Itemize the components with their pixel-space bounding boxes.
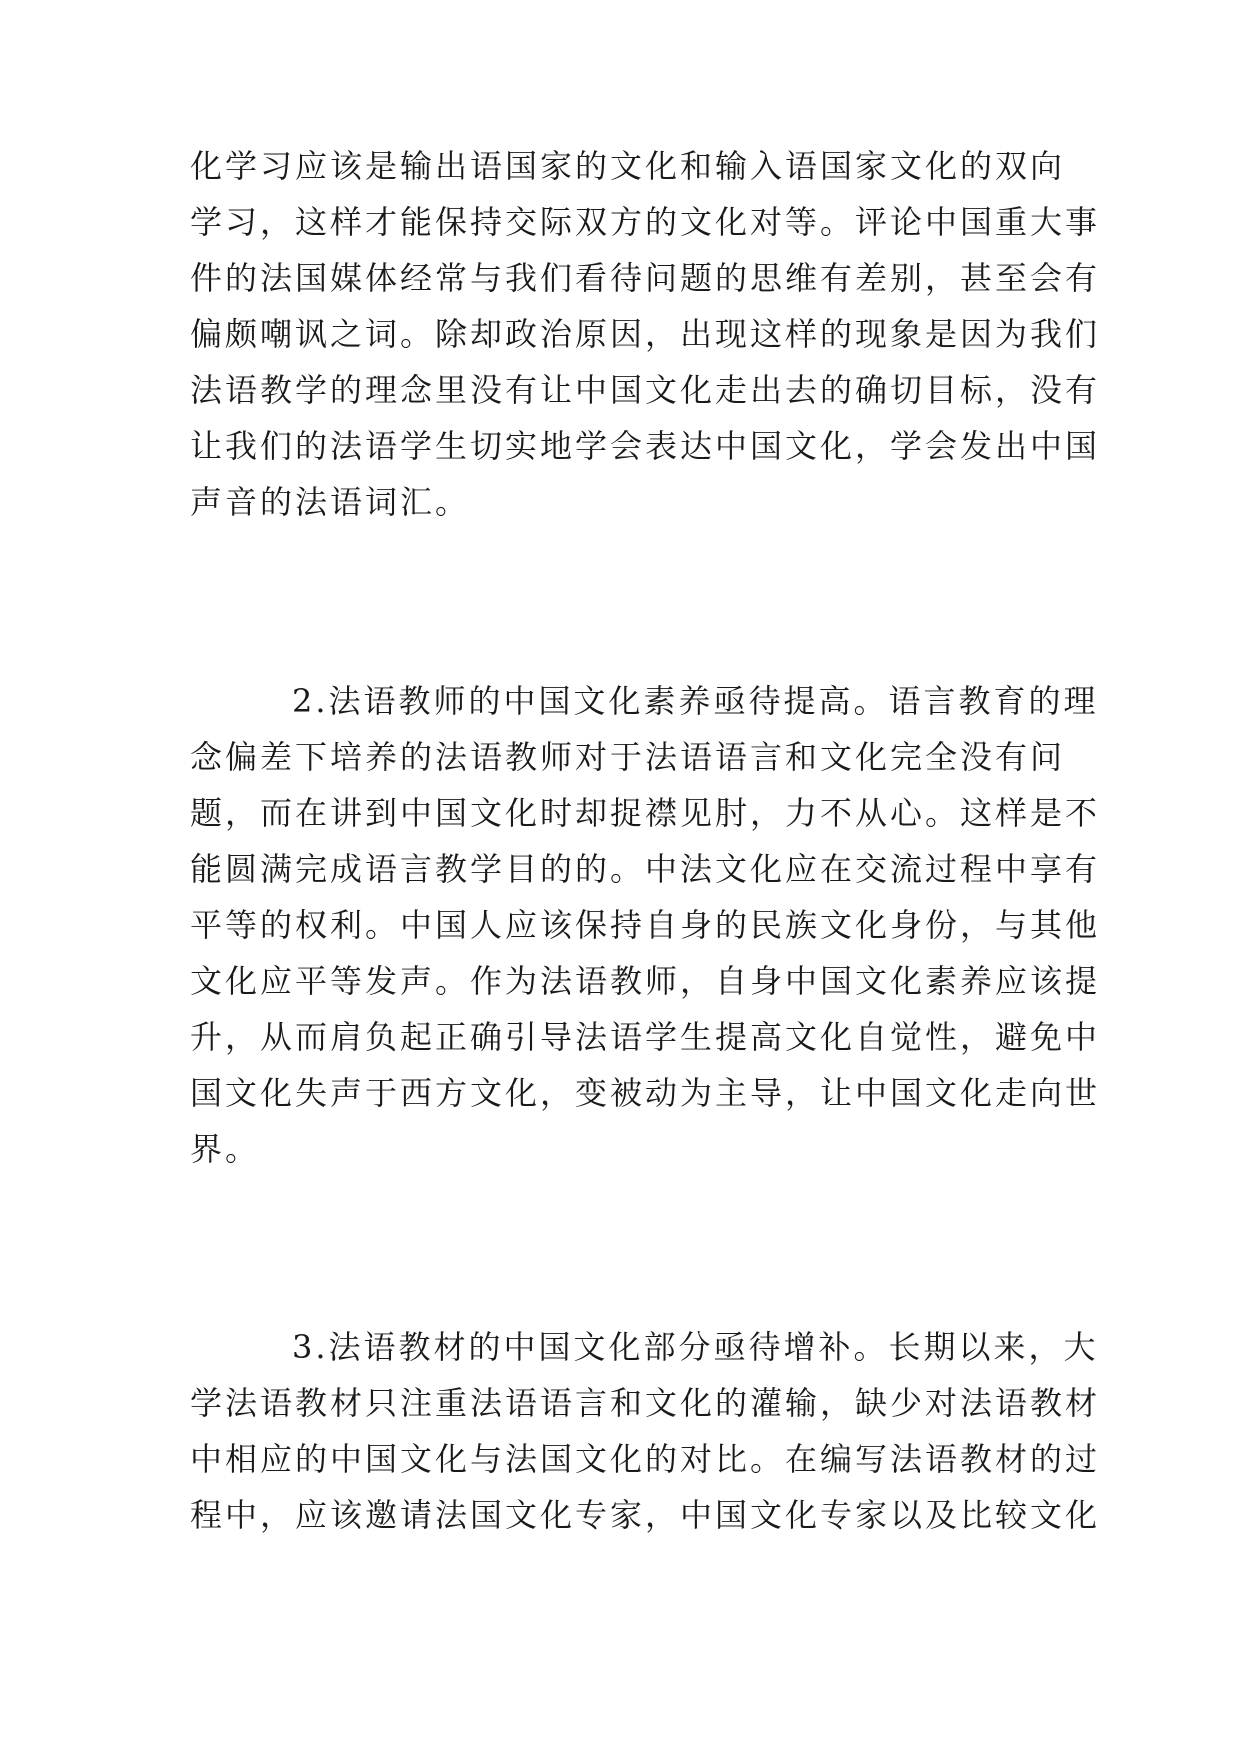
- text-line: 2.法语教师的中国文化素养亟待提高。语言教育的理: [292, 682, 1099, 720]
- text-line: 念偏差下培养的法语教师对于法语语言和文化完全没有问: [190, 738, 1066, 776]
- text-line: 化学习应该是输出语国家的文化和输入语国家文化的双向: [190, 147, 1066, 185]
- text-line: 件的法国媒体经常与我们看待问题的思维有差别，甚至会有: [190, 259, 1101, 297]
- text-line: 题，而在讲到中国文化时却捉襟见肘，力不从心。这样是不: [190, 794, 1101, 832]
- text-line: 偏颇嘲讽之词。除却政治原因，出现这样的现象是因为我们: [190, 315, 1101, 353]
- text-line: 程中，应该邀请法国文化专家，中国文化专家以及比较文化: [190, 1496, 1101, 1534]
- text-line: 中相应的中国文化与法国文化的对比。在编写法语教材的过: [190, 1440, 1101, 1478]
- text-line: 界。: [190, 1130, 261, 1168]
- text-line: 法语教学的理念里没有让中国文化走出去的确切目标，没有: [190, 371, 1101, 409]
- text-line: 学习，这样才能保持交际双方的文化对等。评论中国重大事: [190, 203, 1101, 241]
- text-line: 平等的权利。中国人应该保持自身的民族文化身份，与其他: [190, 906, 1101, 944]
- text-line: 3.法语教材的中国文化部分亟待增补。长期以来，大: [292, 1328, 1099, 1366]
- text-line: 文化应平等发声。作为法语教师，自身中国文化素养应该提: [190, 962, 1101, 1000]
- text-line: 国文化失声于西方文化，变被动为主导，让中国文化走向世: [190, 1074, 1101, 1112]
- text-line: 升，从而肩负起正确引导法语学生提高文化自觉性，避免中: [190, 1018, 1101, 1056]
- text-line: 声音的法语词汇。: [190, 483, 471, 521]
- text-line: 学法语教材只注重法语语言和文化的灌输，缺少对法语教材: [190, 1384, 1101, 1422]
- text-line: 让我们的法语学生切实地学会表达中国文化，学会发出中国: [190, 427, 1101, 465]
- text-line: 能圆满完成语言教学目的的。中法文化应在交流过程中享有: [190, 850, 1101, 888]
